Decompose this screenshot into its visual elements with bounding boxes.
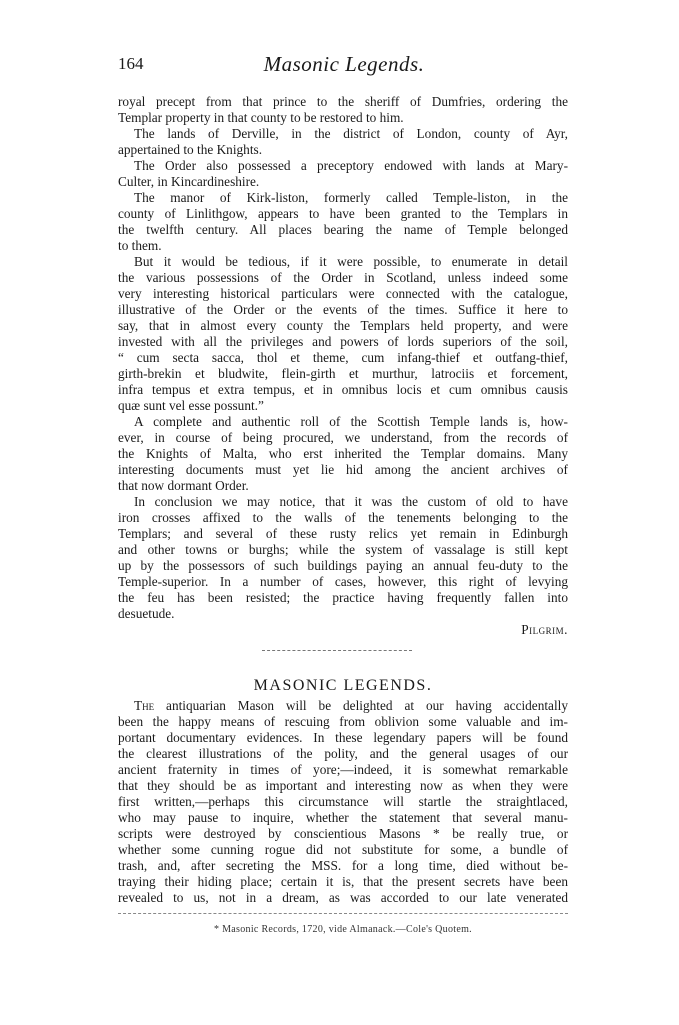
text-line: that they should be as important and interesting now as when they were [118,778,568,793]
text-line: the twelfth century. All places bearing the name of Temple belonged [118,222,568,237]
text-line: county of Linlithgow, appears to have been granted to the Templars in [118,206,568,221]
text-line: the feu has been resisted; the practice having frequently fallen into [118,590,568,605]
text-line: to them. [118,238,162,253]
text-line: “ cum secta sacca, thol et theme, cum infang-thief et outfang-thief, [118,350,568,365]
text-line: and other towns or burghs; while the system of vassalage is still kept [118,542,568,557]
text-line: The Order also possessed a preceptory endowed with lands at Mary- [134,158,568,173]
text-line: Templars; and several of these rusty relics yet remain in Edinburgh [118,526,568,541]
footnote: * Masonic Records, 1720, vide Almanack.—Cole's Quotem. [214,924,472,935]
text-line: the various possessions of the Order in Scotland, unless indeed some [118,270,568,285]
text-line: scripts were destroyed by conscientious Masons * be really true, or [118,826,568,841]
text-line [118,698,568,714]
text-line: who may pause to inquire, whether the statement that several manu- [118,810,568,825]
text-line: Culter, in Kincardineshire. [118,174,260,189]
text-line: appertained to the Knights. [118,142,263,157]
text-line: Templar property in that county to be restored to him. [118,110,404,125]
text-line: revealed to us, not in a dream, as was accorded to our late venerated [118,890,568,905]
text-line: A complete and authentic roll of the Scottish Temple lands is, how- [134,414,568,429]
text-line: that now dormant Order. [118,478,249,493]
article-body-masonic-legends [118,698,568,906]
text-line: say, that in almost every county the Templars held property, and were [118,318,568,333]
opening-word: The [134,698,155,713]
text-line: very interesting historical particulars were connected with the catalogue, [118,286,568,301]
text-line: ever, in course of being procured, we understand, from the records of [118,430,568,445]
text-line: trash, and, after secreting the MSS. for a long time, died without be- [118,858,568,873]
text-line: up by the possessors of such buildings paying an annual feu-duty to the [118,558,568,573]
text-line: interesting documents must yet lie hid among the ancient archives of [118,462,568,477]
text-line: Temple-superior. In a number of cases, however, this right of levying [118,574,568,589]
text-line: infra tempus et extra tempus, et in omnibus locis et cum omnibus causis [118,382,568,397]
article-body-templar-lands [118,94,568,638]
running-head: Masonic Legends. [263,52,425,76]
page-number: 164 [118,54,144,73]
text-line: The lands of Derville, in the district of London, county of Ayr, [134,126,568,141]
text-line: traying their hiding place; certain it is, that the present secrets have been [118,874,568,889]
text-line: first written,—perhaps this circumstance will startle the straightlaced, [118,794,568,809]
text-line: invested with all the privileges and powers of lords superiors of the soil, [118,334,568,349]
text-line: portant documentary evidences. In these legendary papers will be found [118,730,568,745]
text-line: the clearest illustrations of the polity, and the general usages of our [118,746,568,761]
text-line: ancient fraternity in times of yore;—indeed, it is somewhat remarkable [118,762,568,777]
text-line: girth-brekin et bludwite, flein-girth et murthur, latrociis et forcement, [118,366,568,381]
section-title: MASONIC LEGENDS. [253,677,433,694]
page-header [118,54,570,84]
text-line: illustrative of the Order or the events of the times. Suffice it here to [118,302,568,317]
text-line: desuetude. [118,606,175,621]
text-line: quæ sunt vel esse possunt.” [118,398,264,413]
text-line: But it would be tedious, if it were possible, to enumerate in detail [134,254,568,269]
footnote-rule [118,913,568,914]
text-line: In conclusion we may notice, that it was the custom of old to have [134,494,568,509]
opening-line-text: antiquarian Mason will be delighted at our having accidentally [154,698,568,713]
text-line: iron crosses affixed to the walls of the tenements belonging to the [118,510,568,525]
text-line: whether some cunning rogue did not substitute for some, a bundle of [118,842,568,857]
text-line: The manor of Kirk-liston, formerly called Temple-liston, in the [134,190,568,205]
text-line: royal precept from that prince to the sheriff of Dumfries, ordering the [118,94,568,109]
text-line: the Knights of Malta, who erst inherited the Templar domains. Many [118,446,568,461]
section-divider [262,650,412,651]
text-line: been the happy means of rescuing from oblivion some valuable and im- [118,714,568,729]
signature: Pilgrim. [521,622,568,637]
